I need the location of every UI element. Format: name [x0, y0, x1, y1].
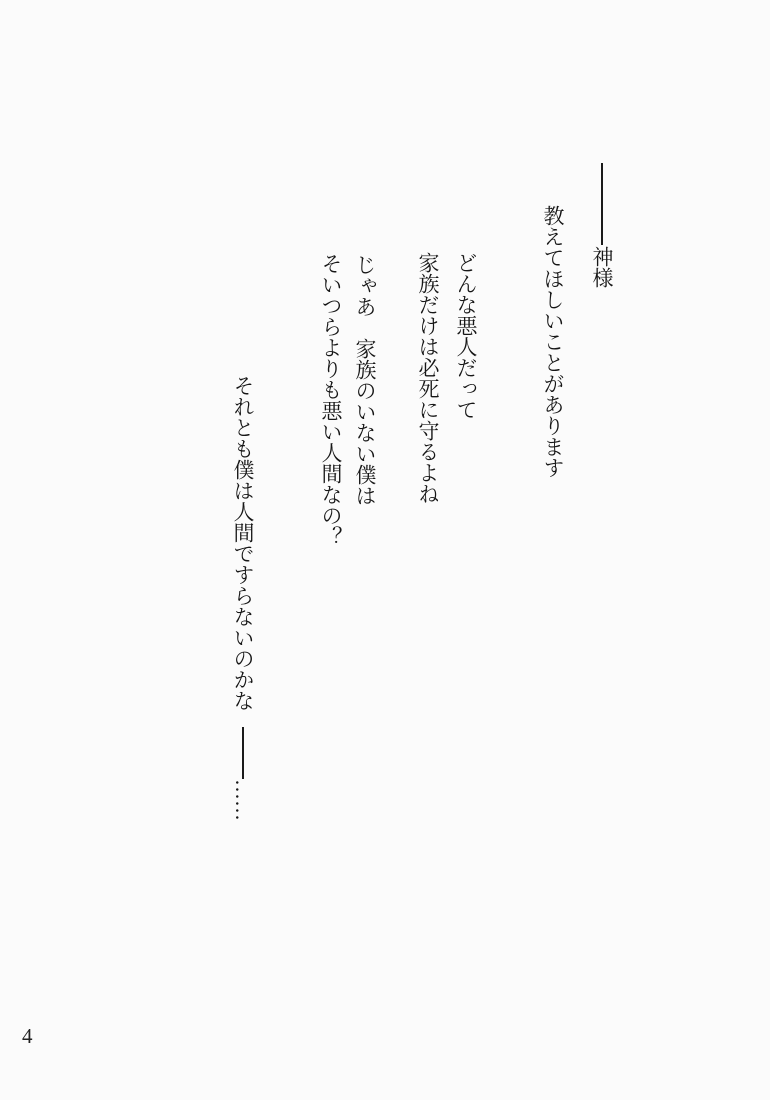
- poem-line-5: そいつらよりも悪い人間なの？: [319, 253, 343, 547]
- page-number: 4: [22, 1024, 33, 1048]
- poem-line-4: じゃあ 家族のいない僕は: [353, 254, 377, 506]
- poem-line-1: 教えてほしいことがあります: [541, 205, 565, 478]
- em-dash-rule: [242, 727, 244, 779]
- em-dash-rule: [601, 163, 603, 245]
- poem-line-6: それとも僕は人間ですらないのかな: [231, 375, 255, 711]
- poem-line-2: どんな悪人だって: [454, 252, 478, 420]
- salutation-kamisama: 神様: [590, 246, 614, 288]
- poem-line-3: 家族だけは必死に守るよね: [416, 252, 440, 504]
- trailing-ellipsis: ……: [231, 779, 255, 821]
